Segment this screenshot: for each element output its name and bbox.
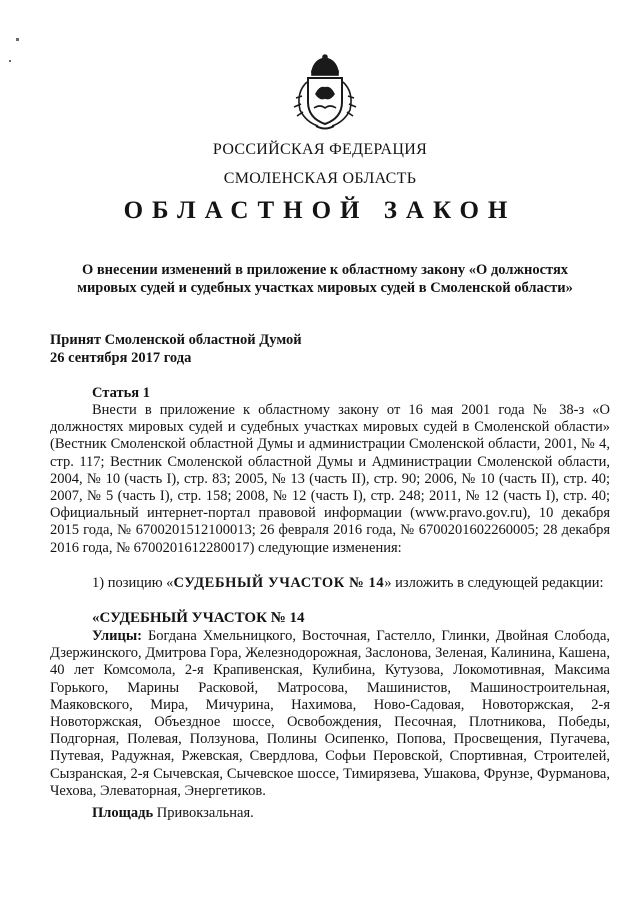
adoption-block (50, 331, 302, 367)
amendment-item (50, 575, 610, 592)
amendment-item-suffix: » изложить в следующей редакции: (384, 575, 604, 591)
amendment-item-prefix: 1) позицию « (92, 575, 174, 591)
scan-speck (9, 60, 11, 62)
streets-label: Улицы: (92, 628, 142, 644)
area-line (92, 805, 254, 822)
area-value: Привокзальная. (156, 805, 254, 821)
amendment-item-text (50, 575, 610, 592)
country-heading: РОССИЙСКАЯ ФЕДЕРАЦИЯ (212, 141, 428, 158)
document-type-heading: ОБЛАСТНОЙ ЗАКОН (123, 197, 517, 224)
coat-of-arms-icon (290, 52, 360, 132)
article-intro (50, 402, 610, 557)
amendment-item-subject: СУДЕБНЫЙ УЧАСТОК № 14 (173, 575, 385, 591)
area-label: Площадь (92, 805, 154, 821)
adoption-date: 26 сентября 2017 года (50, 350, 192, 366)
law-title: О внесении изменений в приложение к областному закону «О должностях мировых судей и судебных участках мировых судей в Смоленской области» (77, 262, 573, 296)
adoption-body: Принят Смоленской областной Думой (50, 332, 302, 348)
article-heading: Статья 1 (92, 385, 150, 401)
scan-speck (16, 38, 19, 41)
quoted-section-heading: «СУДЕБНЫЙ УЧАСТОК № 14 (92, 610, 305, 626)
region-heading: СМОЛЕНСКАЯ ОБЛАСТЬ (223, 170, 417, 187)
article-intro-text: Внести в приложение к областному закону от 16 мая 2001 года № 38-з «О должностях мировых судей и судебных участках мировых судей в Смоленской области» (Вестник Смоленской областной Думы и администрации Смоленской области, 2001, № 4, стр. 117; Вестник Смоленской областной Думы и Администрации Смоленской области, 2004, № 10 (часть I), стр. 83; 2005, № 13 (часть II), стр. 90; 2006, № 10 (часть II), стр. 40; 2007, № 5 (часть I), стр. 158; 2008, № 12 (часть I), стр. 248; 2011, № 12 (часть I), стр. 40; Официальный интернет-портал правовой информации (www.pravo.gov.ru), 10 декабря 2015 года, № 6700201512100013; 26 февраля 2016 года, № 6700201602260005; 28 декабря 2016 года, № 6700201612280017) следующие изменения: (50, 402, 610, 556)
streets-paragraph (50, 628, 610, 800)
streets-list: Богдана Хмельницкого, Восточная, Гастелло, Глинки, Двойная Слобода, Дзержинского, Дмитрова Гора, Железнодорожная, Заслонова, Зеленая, Калинина, Кашена, 40 лет Комсомола, 2-я Крапивенская, Кулибина, Кутузова, Локомотивная, Максима Горького, Марины Расковой, Матросова, Машинистов, Машиностроительная, Маяковского, Мира, Мичурина, Нахимова, Ново-Садовая, Новоторжская, 2-я Новоторжская, Объездное шоссе, Освобождения, Песочная, Плотникова, Победы, Подгорная, Полевая, Ползунова, Полины Осипенко, Попова, Просвещения, Пугачева, Путевая, Радужная, Ржевская, Свердлова, Софьи Перовской, Спортивная, Строителей, Сызранская, 2-я Сычевская, Сычевское шоссе, Тимирязева, Ушакова, Фрунзе, Фурманова, Чехова, Элеваторная, Энергетиков. (50, 628, 611, 799)
